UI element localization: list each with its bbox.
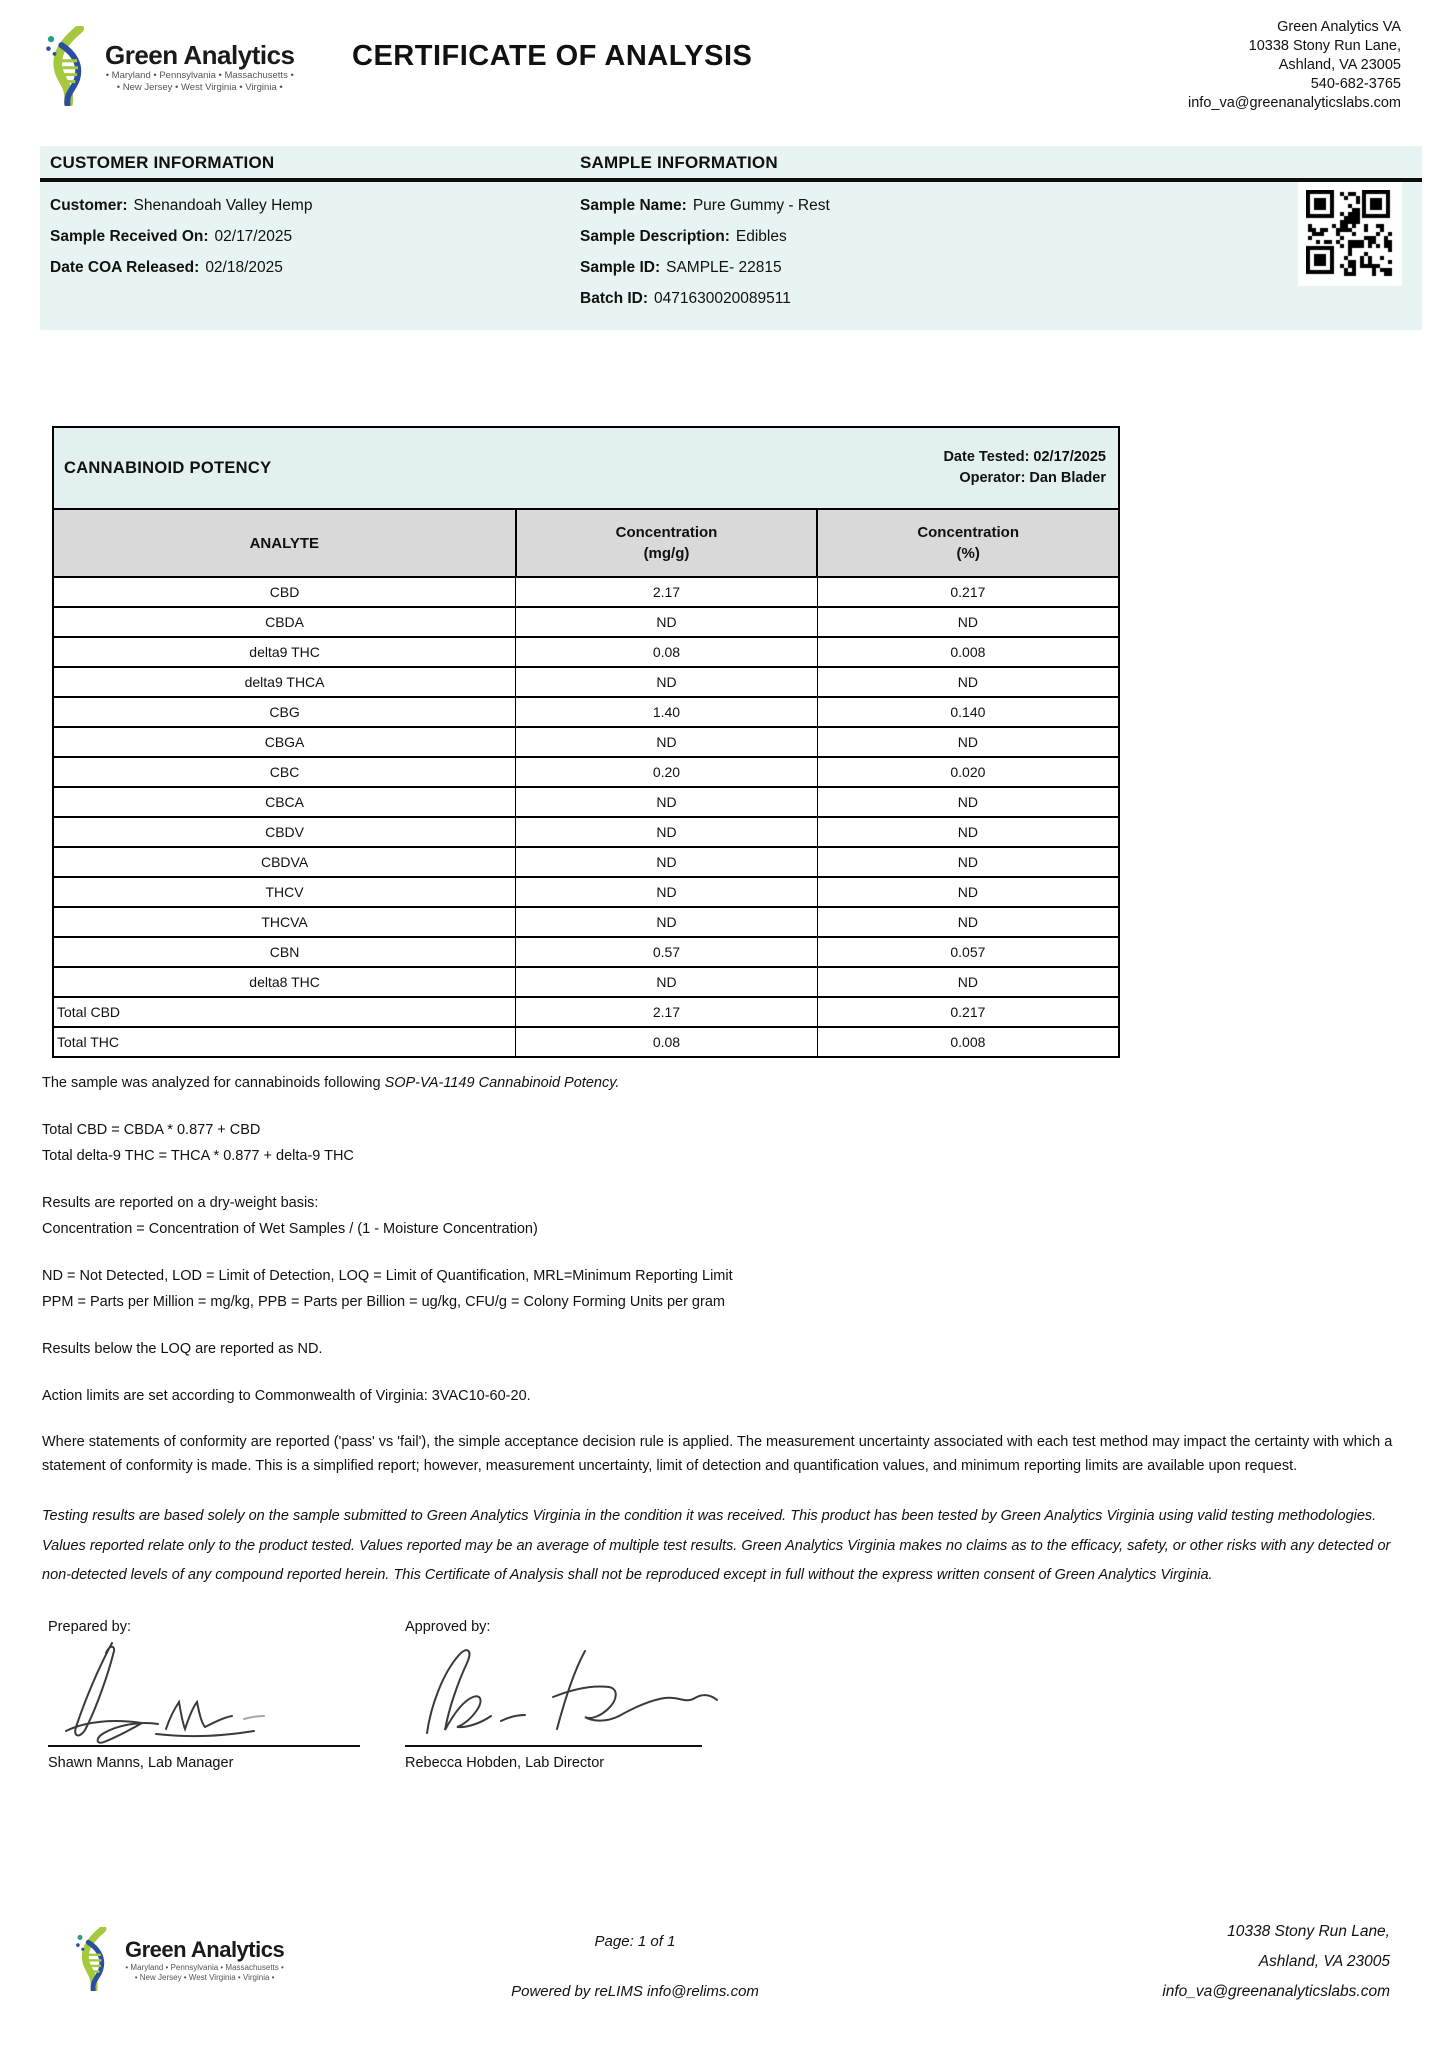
- note-text: Results below the LOQ are reported as ND.: [42, 1341, 323, 1357]
- sample-field-value: SAMPLE- 22815: [666, 259, 782, 276]
- note-text: The sample was analyzed for cannabinoids following: [42, 1075, 385, 1091]
- note-line: [42, 1216, 1420, 1242]
- brand-name: Green Analytics: [105, 40, 295, 70]
- concentration-pct-cell: 0.057: [817, 937, 1119, 967]
- table-title-band: [54, 447, 1118, 489]
- table-row: [53, 937, 1119, 967]
- concentration-mgg-cell: ND: [516, 847, 818, 877]
- analyte-cell: CBDA: [53, 607, 516, 637]
- concentration-mgg-cell: 0.20: [516, 757, 818, 787]
- concentration-pct-cell: ND: [817, 607, 1119, 637]
- table-meta-line: Operator: Dan Blader: [959, 470, 1106, 486]
- table-row: [53, 607, 1119, 637]
- analyte-cell: delta9 THC: [53, 637, 516, 667]
- page-number: Page: 1 of 1: [594, 1933, 676, 1950]
- analyte-cell: CBCA: [53, 787, 516, 817]
- prepared-by-block: [48, 1619, 405, 1771]
- dna-helix-icon: [75, 1927, 117, 1996]
- concentration-pct-cell: 0.008: [817, 1027, 1119, 1057]
- note-text: Testing results are based solely on the sample submitted to Green Analytics Virginia in the condition it was received. This product has been tested by Green Analytics Virginia using valid testing methodologies. Values reported relate only to the product tested. Values reported may be an average of multiple test results. Green Analytics Virginia makes no claims as to the efficacy, safety, or other risks with any detected or non-detected levels of any compound reported herein. This Certificate of Analysis shall not be reproduced except in full without the express written consent of Green Analytics Virginia.: [42, 1508, 1391, 1583]
- info-headers: [40, 146, 1422, 178]
- concentration-mgg-cell: 2.17: [516, 577, 818, 607]
- concentration-pct-cell: ND: [817, 667, 1119, 697]
- note-text: PPM = Parts per Million = mg/kg, PPB = Parts per Billion = ug/kg, CFU/g = Colony Forming Units per gram: [42, 1294, 725, 1310]
- customer-field-value: 02/17/2025: [214, 228, 293, 245]
- sample-field: [580, 252, 1422, 283]
- note-line: [42, 1430, 1420, 1478]
- table-row: [53, 877, 1119, 907]
- note-text: Total CBD = CBDA * 0.877 + CBD: [42, 1122, 261, 1138]
- lab-address-line: Ashland, VA 23005: [1278, 57, 1401, 73]
- note-text: Action limits are set according to Commonwealth of Virginia: 3VAC10-60-20.: [42, 1388, 531, 1404]
- note-block: [42, 1190, 1420, 1242]
- concentration-mgg-cell: 0.08: [516, 637, 818, 667]
- concentration-mgg-cell: 0.57: [516, 937, 818, 967]
- footer-address-block: [1162, 1917, 1390, 2007]
- customer-field-label: Customer:: [50, 197, 128, 214]
- note-block: [42, 1070, 1420, 1096]
- concentration-pct-cell: ND: [817, 907, 1119, 937]
- concentration-pct-cell: ND: [817, 967, 1119, 997]
- sample-field: [580, 221, 1422, 252]
- footer-address-line: 10338 Stony Run Lane,: [1227, 1923, 1390, 1940]
- note-line: [42, 1383, 1420, 1409]
- sample-field-value: Pure Gummy - Rest: [692, 197, 830, 214]
- concentration-mgg-cell: ND: [516, 667, 818, 697]
- customer-field-value: 02/18/2025: [205, 259, 283, 276]
- concentration-mgg-cell: 0.08: [516, 1027, 818, 1057]
- document-title: CERTIFICATE OF ANALYSIS: [352, 40, 753, 72]
- customer-field: [50, 221, 580, 252]
- approved-by-label: Approved by:: [405, 1618, 491, 1635]
- qr-code: [1298, 182, 1402, 286]
- analyte-cell: CBGA: [53, 727, 516, 757]
- prepared-by-name: Shawn Manns, Lab Manager: [48, 1754, 234, 1771]
- table-title: CANNABINOID POTENCY: [64, 458, 272, 477]
- analyte-cell: CBDVA: [53, 847, 516, 877]
- note-block: [42, 1383, 1420, 1409]
- note-line: [42, 1190, 1420, 1216]
- brand-states-line2: • New Jersey • West Virginia • Virginia •: [134, 1973, 275, 1982]
- note-block: [42, 1117, 1420, 1169]
- note-line: [42, 1143, 1420, 1169]
- note-line: [42, 1070, 1420, 1096]
- customer-field-label: Date COA Released:: [50, 259, 200, 276]
- brand-states-line1: • Maryland • Pennsylvania • Massachusetts •: [105, 70, 294, 81]
- column-header-concentration-pct: Concentration (%): [817, 509, 1119, 577]
- customer-field: [50, 190, 580, 221]
- concentration-pct-cell: ND: [817, 847, 1119, 877]
- note-block: [42, 1502, 1420, 1591]
- brand-logo-text: [125, 1927, 284, 1983]
- lab-address-line: 540-682-3765: [1310, 76, 1401, 92]
- table-meta: [943, 447, 1106, 489]
- brand-states-line2: • New Jersey • West Virginia • Virginia •: [116, 82, 283, 93]
- concentration-pct-cell: 0.008: [817, 637, 1119, 667]
- sample-info-fields: [580, 190, 1422, 314]
- concentration-mgg-cell: 1.40: [516, 697, 818, 727]
- table-meta-line: Date Tested: 02/17/2025: [943, 449, 1106, 465]
- note-line: [42, 1263, 1420, 1289]
- note-text: Where statements of conformity are reported ('pass' vs 'fail'), the simple acceptance decision rule is applied. The measurement uncertainty associated with each test method may impact the certainty with which a statement of conformity is made. This is a simplified report; however, measurement uncertainty, limit of detection and quantification values, and minimum reporting limits are available upon request.: [42, 1434, 1393, 1474]
- table-row: [53, 847, 1119, 877]
- analyte-cell: THCV: [53, 877, 516, 907]
- cannabinoid-potency-table: [52, 426, 1120, 1058]
- note-text: ND = Not Detected, LOD = Limit of Detection, LOQ = Limit of Quantification, MRL=Minimum Reporting Limit: [42, 1268, 733, 1284]
- sample-field-label: Sample Description:: [580, 228, 730, 245]
- brand-states-line1: • Maryland • Pennsylvania • Massachusetts •: [125, 1963, 284, 1972]
- lab-address-block: [1188, 18, 1401, 113]
- table-row: [53, 727, 1119, 757]
- sample-field: [580, 283, 1422, 314]
- table-row: [53, 967, 1119, 997]
- prepared-signature-line: [48, 1745, 360, 1747]
- sample-field-label: Sample Name:: [580, 197, 687, 214]
- analyte-cell: CBN: [53, 937, 516, 967]
- brand-logo-footer: [75, 1927, 284, 1996]
- powered-by: Powered by reLIMS info@relims.com: [511, 1983, 759, 2000]
- note-text: Results are reported on a dry-weight basis:: [42, 1195, 319, 1211]
- sample-field-value: 0471630020089511: [654, 290, 791, 307]
- customer-info-heading: CUSTOMER INFORMATION: [50, 153, 275, 172]
- analyte-cell: delta9 THCA: [53, 667, 516, 697]
- signature-section: [48, 1619, 1445, 1771]
- concentration-mgg-cell: ND: [516, 727, 818, 757]
- sample-field-label: Batch ID:: [580, 290, 649, 307]
- analyte-cell: CBDV: [53, 817, 516, 847]
- footer-address-line: Ashland, VA 23005: [1258, 1953, 1390, 1970]
- approved-by-name: Rebecca Hobden, Lab Director: [405, 1754, 605, 1771]
- table-row: [53, 577, 1119, 607]
- analyte-cell: Total CBD: [53, 997, 516, 1027]
- lab-address-line: info_va@greenanalyticslabs.com: [1188, 95, 1401, 111]
- table-row: [53, 667, 1119, 697]
- concentration-pct-cell: 0.217: [817, 997, 1119, 1027]
- table-row: [53, 997, 1119, 1027]
- dna-helix-icon: [45, 26, 97, 111]
- footer-address-line: info_va@greenanalyticslabs.com: [1162, 1983, 1390, 2000]
- concentration-mgg-cell: 2.17: [516, 997, 818, 1027]
- table-row: [53, 757, 1119, 787]
- concentration-mgg-cell: ND: [516, 787, 818, 817]
- customer-field-value: Shenandoah Valley Hemp: [133, 197, 313, 214]
- customer-info-fields: [40, 190, 580, 314]
- concentration-pct-cell: ND: [817, 727, 1119, 757]
- note-line: [42, 1502, 1420, 1591]
- sample-field: [580, 190, 1422, 221]
- note-block: [42, 1336, 1420, 1362]
- concentration-pct-cell: ND: [817, 787, 1119, 817]
- concentration-mgg-cell: ND: [516, 967, 818, 997]
- customer-field-label: Sample Received On:: [50, 228, 209, 245]
- page-header: [0, 0, 1445, 132]
- table-row: [53, 907, 1119, 937]
- analyte-cell: delta8 THC: [53, 967, 516, 997]
- table-row: [53, 697, 1119, 727]
- analyte-cell: CBC: [53, 757, 516, 787]
- note-text: Concentration = Concentration of Wet Samples / (1 - Moisture Concentration): [42, 1221, 538, 1237]
- table-column-header-row: [53, 509, 1119, 577]
- note-line: [42, 1336, 1420, 1362]
- approved-signature-line: [405, 1745, 702, 1747]
- analyte-cell: THCVA: [53, 907, 516, 937]
- concentration-pct-cell: ND: [817, 877, 1119, 907]
- concentration-mgg-cell: ND: [516, 817, 818, 847]
- concentration-mgg-cell: ND: [516, 607, 818, 637]
- brand-logo: [45, 26, 295, 111]
- column-header-concentration-mgg: Concentration (mg/g): [516, 509, 818, 577]
- concentration-mgg-cell: ND: [516, 907, 818, 937]
- column-header-analyte: ANALYTE: [53, 509, 516, 577]
- sample-info-heading: SAMPLE INFORMATION: [580, 153, 778, 172]
- note-text: SOP-VA-1149 Cannabinoid Potency.: [384, 1075, 620, 1091]
- report-notes: [42, 1070, 1420, 1591]
- concentration-pct-cell: 0.217: [817, 577, 1119, 607]
- table-row: [53, 1027, 1119, 1057]
- customer-field: [50, 252, 580, 283]
- page-footer: [0, 1905, 1445, 2025]
- analyte-cell: CBG: [53, 697, 516, 727]
- approved-by-block: [405, 1619, 762, 1771]
- info-fields: [40, 182, 1422, 330]
- table-row: [53, 817, 1119, 847]
- table-row: [53, 637, 1119, 667]
- sample-field-label: Sample ID:: [580, 259, 661, 276]
- info-band: [40, 146, 1422, 330]
- concentration-pct-cell: 0.140: [817, 697, 1119, 727]
- note-text: Total delta-9 THC = THCA * 0.877 + delta-9 THC: [42, 1148, 354, 1164]
- handwritten-signature-icon: [405, 1635, 762, 1743]
- lab-address-line: Green Analytics VA: [1277, 19, 1401, 35]
- analyte-cell: Total THC: [53, 1027, 516, 1057]
- concentration-pct-cell: 0.020: [817, 757, 1119, 787]
- note-block: [42, 1263, 1420, 1315]
- brand-name: Green Analytics: [125, 1937, 285, 1962]
- note-line: [42, 1117, 1420, 1143]
- table-row: [53, 787, 1119, 817]
- handwritten-signature-icon: [48, 1635, 405, 1743]
- brand-logo-text: [105, 26, 295, 94]
- analyte-cell: CBD: [53, 577, 516, 607]
- concentration-pct-cell: ND: [817, 817, 1119, 847]
- lab-address-line: 10338 Stony Run Lane,: [1248, 38, 1401, 54]
- note-block: [42, 1430, 1420, 1478]
- sample-field-value: Edibles: [735, 228, 787, 245]
- prepared-by-label: Prepared by:: [48, 1618, 132, 1635]
- concentration-mgg-cell: ND: [516, 877, 818, 907]
- note-line: [42, 1289, 1420, 1315]
